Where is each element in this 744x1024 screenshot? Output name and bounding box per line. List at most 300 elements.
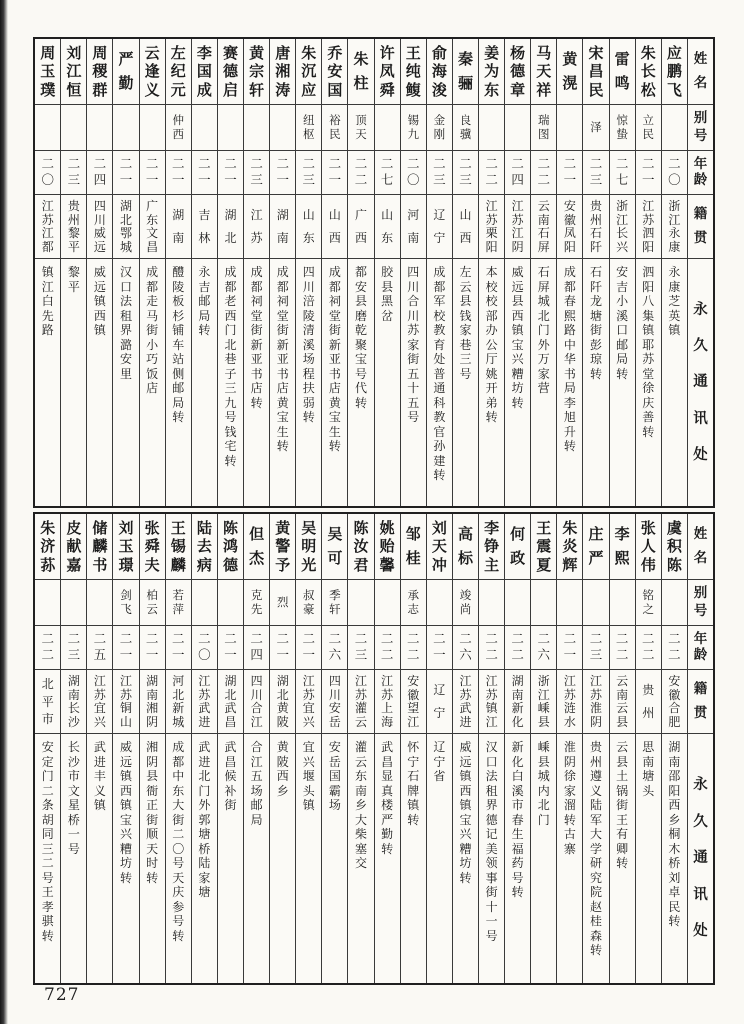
person-alias (61, 580, 86, 626)
person-native-place: 广 西 (348, 195, 373, 259)
person-name: 唐 湘 涛 (270, 39, 295, 105)
person-alias: 柏 云 (140, 580, 165, 626)
person-alias (479, 105, 504, 151)
person-alias: 若 萍 (166, 580, 191, 626)
person-native-place: 安 徽 望 江 (401, 670, 426, 734)
person-alias (140, 105, 165, 151)
person-name: 姜 为 东 (479, 39, 504, 105)
person-address: 成 都 军 校 教 育 处 普 通 科 教 官 孙 建 转 (433, 265, 446, 482)
person-age: 二 六 (453, 626, 478, 670)
person-native-place: 河 南 (401, 195, 426, 259)
person-age: 二 一 (218, 626, 243, 670)
person-native-place: 江 苏 栗 阳 (479, 195, 504, 259)
person-age: 二 二 (610, 626, 635, 670)
person-name: 李 国 成 (192, 39, 217, 105)
person-address: 本 校 校 部 办 公 厅 姚 开 弟 转 (485, 265, 498, 424)
person-age: 二 三 (583, 626, 608, 670)
person-alias (113, 105, 138, 151)
person-age: 二 二 (662, 626, 687, 670)
person-alias (375, 580, 400, 626)
person-address: 成 都 春 熙 路 中 华 书 局 李 旭 升 转 (563, 265, 576, 453)
person-name: 朱 长 松 (636, 39, 661, 105)
person-age: 二 一 (140, 626, 165, 670)
person-age: 二 一 (427, 626, 452, 670)
person-age: 二 三 (583, 151, 608, 195)
person-age: 二 一 (166, 626, 191, 670)
person-native-place: 江 苏 镇 江 (479, 670, 504, 734)
person-address: 灌 云 东 南 乡 大 柴 塞 交 (355, 740, 368, 870)
person-column (243, 514, 269, 983)
person-native-place: 贵 州 (636, 670, 661, 734)
person-address: 武 昌 候 补 街 (224, 740, 237, 812)
person-column (609, 39, 635, 506)
person-alias: 季 轩 (322, 580, 347, 626)
person-column (35, 514, 60, 983)
person-alias (218, 580, 243, 626)
person-native-place: 湖 南 (270, 195, 295, 259)
person-name: 庄 严 (583, 514, 608, 580)
person-alias: 瑞 图 (531, 105, 556, 151)
person-age: 二 〇 (35, 151, 60, 195)
person-native-place: 河 北 新 城 (166, 670, 191, 734)
person-alias: 锡 九 (401, 105, 426, 151)
person-age: 二 一 (296, 626, 321, 670)
person-name: 马 天 祥 (531, 39, 556, 105)
person-native-place: 湖 北 武 昌 (218, 670, 243, 734)
person-age: 二 三 (244, 151, 269, 195)
person-native-place: 湖 北 鄂 城 (113, 195, 138, 259)
person-alias: 良 骥 (453, 105, 478, 151)
header-age: 年 龄 (688, 151, 713, 195)
person-alias (218, 105, 243, 151)
person-age: 二 一 (140, 151, 165, 195)
person-alias: 烈 (270, 580, 295, 626)
person-native-place: 山 西 (453, 195, 478, 259)
person-alias (87, 580, 112, 626)
person-name: 张 舜 夫 (140, 514, 165, 580)
header-address: 永 久 通 讯 处 (693, 301, 708, 463)
person-age: 二 〇 (662, 151, 687, 195)
person-alias (35, 580, 60, 626)
person-native-place: 四 川 安 岳 (322, 670, 347, 734)
person-address: 黄 陂 西 乡 (276, 740, 289, 798)
person-native-place: 山 东 (296, 195, 321, 259)
person-address: 湖 南 邵 阳 西 乡 桐 木 桥 刘 卓 民 转 (668, 740, 681, 928)
person-alias: 叔 豪 (296, 580, 321, 626)
person-address: 安 岳 国 霸 场 (328, 740, 341, 812)
person-native-place: 四 川 合 江 (244, 670, 269, 734)
person-column (165, 514, 191, 983)
person-name: 俞 海 浚 (427, 39, 452, 105)
person-alias (479, 580, 504, 626)
person-age: 二 七 (610, 151, 635, 195)
person-alias (270, 105, 295, 151)
person-address: 左 云 县 钱 家 巷 三 号 (459, 265, 472, 381)
person-name: 王 锡 麟 (166, 514, 191, 580)
person-column (139, 514, 165, 983)
person-age: 二 一 (113, 151, 138, 195)
person-age: 二 二 (348, 151, 373, 195)
person-age: 二 二 (375, 626, 400, 670)
person-native-place: 江 苏 武 进 (453, 670, 478, 734)
person-alias: 剑 飞 (113, 580, 138, 626)
person-age: 二 三 (61, 151, 86, 195)
person-native-place: 云 南 云 县 (610, 670, 635, 734)
person-column (400, 39, 426, 506)
person-column (452, 514, 478, 983)
person-address: 威 远 县 西 镇 宝 兴 糟 坊 转 (511, 265, 524, 410)
person-name: 刘 天 冲 (427, 514, 452, 580)
person-alias (348, 580, 373, 626)
person-alias: 克 先 (244, 580, 269, 626)
person-age: 二 一 (270, 626, 295, 670)
person-age: 二 二 (531, 151, 556, 195)
person-address: 成 都 祠 堂 街 新 亚 书 店 黄 宝 生 转 (276, 265, 289, 453)
person-age: 二 二 (479, 626, 504, 670)
person-address: 安 吉 小 溪 口 邮 局 转 (616, 265, 629, 381)
person-age: 二 三 (296, 151, 321, 195)
person-age: 二 一 (322, 151, 347, 195)
person-column (112, 514, 138, 983)
header-alias: 别 号 (688, 105, 713, 151)
person-name: 许 凤 舜 (375, 39, 400, 105)
person-native-place: 安 徽 合 肥 (662, 670, 687, 734)
person-column (556, 39, 582, 506)
person-column (504, 514, 530, 983)
person-name: 吴 可 (322, 514, 347, 580)
person-address: 汉 口 法 租 界 德 记 美 领 事 街 十 一 号 (485, 740, 498, 943)
person-name: 朱 济 荪 (35, 514, 60, 580)
person-alias (557, 105, 582, 151)
person-alias (610, 580, 635, 626)
person-alias: 仲 西 (166, 105, 191, 151)
person-column (530, 514, 556, 983)
header-column (687, 514, 713, 983)
person-native-place: 湖 北 (218, 195, 243, 259)
person-column (191, 514, 217, 983)
person-column (86, 39, 112, 506)
page-number: 727 (44, 985, 80, 1005)
person-native-place: 湖 南 长 沙 (61, 670, 86, 734)
person-address: 武 进 北 门 外 郭 塘 桥 陆 家 塘 (198, 740, 211, 899)
person-column (374, 514, 400, 983)
person-column (452, 39, 478, 506)
person-age: 二 二 (636, 626, 661, 670)
person-name: 朱 柱 (348, 39, 373, 105)
person-native-place: 山 西 (322, 195, 347, 259)
header-name: 姓 名 (688, 514, 713, 580)
person-name: 陈 汝 君 (348, 514, 373, 580)
person-address: 镇 江 白 先 路 (41, 265, 54, 337)
person-name: 但 杰 (244, 514, 269, 580)
person-address: 成 都 祠 堂 街 新 亚 书 店 转 (250, 265, 263, 410)
person-name: 宋 昌 民 (583, 39, 608, 105)
person-native-place: 江 苏 (244, 195, 269, 259)
person-column (582, 39, 608, 506)
person-alias (61, 105, 86, 151)
person-native-place: 湖 北 黄 陂 (270, 670, 295, 734)
person-address: 威 远 镇 西 镇 宝 兴 糟 坊 转 (459, 740, 472, 885)
directory-table-bottom (33, 512, 715, 985)
person-column (269, 514, 295, 983)
person-native-place: 浙 江 长 兴 (610, 195, 635, 259)
person-native-place: 辽 宁 (427, 670, 452, 734)
person-address: 武 进 丰 义 镇 (93, 740, 106, 812)
person-age: 二 四 (87, 151, 112, 195)
person-name: 周 玉 璞 (35, 39, 60, 105)
person-age: 二 二 (35, 626, 60, 670)
person-name: 严 勤 (113, 39, 138, 105)
person-name: 何 政 (505, 514, 530, 580)
person-column (60, 514, 86, 983)
person-age: 二 五 (87, 626, 112, 670)
person-alias: 承 志 (401, 580, 426, 626)
person-native-place: 江 苏 宜 兴 (87, 670, 112, 734)
person-alias: 泽 (583, 105, 608, 151)
person-name: 应 鹏 飞 (662, 39, 687, 105)
person-name: 邹 桂 (401, 514, 426, 580)
person-name: 左 纪 元 (166, 39, 191, 105)
person-native-place: 江 苏 铜 山 (113, 670, 138, 734)
person-name: 姚 贻 馨 (375, 514, 400, 580)
person-address: 胶 县 黑 岔 (381, 265, 394, 323)
person-name: 朱 沉 应 (296, 39, 321, 105)
person-name: 高 标 (453, 514, 478, 580)
person-alias (557, 580, 582, 626)
person-native-place: 浙 江 嵊 县 (531, 670, 556, 734)
person-column (165, 39, 191, 506)
person-column (269, 39, 295, 506)
person-address: 成 都 老 西 门 北 巷 子 三 九 号 钱 宅 转 (224, 265, 237, 468)
person-alias (192, 580, 217, 626)
person-age: 二 〇 (192, 626, 217, 670)
person-name: 杨 德 章 (505, 39, 530, 105)
person-native-place: 吉 林 (192, 195, 217, 259)
person-native-place: 贵 州 石 阡 (583, 195, 608, 259)
person-column (635, 514, 661, 983)
person-column (112, 39, 138, 506)
person-native-place: 湖 南 (166, 195, 191, 259)
person-alias (244, 105, 269, 151)
person-address: 辽 宁 省 (433, 740, 446, 783)
person-address: 宜 兴 堰 头 镇 (302, 740, 315, 812)
person-address: 石 屏 城 北 门 外 万 家 营 (537, 265, 550, 395)
person-age: 二 四 (505, 151, 530, 195)
person-address: 湘 阴 县 衙 正 街 顺 天 时 转 (146, 740, 159, 885)
person-age: 二 一 (166, 151, 191, 195)
person-native-place: 湖 南 新 化 (505, 670, 530, 734)
person-native-place: 北 平 市 (35, 670, 60, 734)
person-age: 二 〇 (401, 151, 426, 195)
person-native-place: 浙 江 永 康 (662, 195, 687, 259)
header-native: 籍 贯 (688, 195, 713, 259)
header-column (687, 39, 713, 506)
person-column (635, 39, 661, 506)
person-age: 二 一 (192, 151, 217, 195)
person-address: 云 县 土 锅 街 王 有 卿 转 (616, 740, 629, 870)
person-name: 雷 鸣 (610, 39, 635, 105)
person-native-place: 四 川 威 远 (87, 195, 112, 259)
person-native-place: 江 苏 涟 水 (557, 670, 582, 734)
person-age: 二 六 (531, 626, 556, 670)
person-address: 都 安 县 磨 乾 聚 宝 号 代 转 (355, 265, 368, 410)
person-address: 思 南 塘 头 (642, 740, 655, 798)
person-native-place: 广 东 文 昌 (140, 195, 165, 259)
person-alias: 金 刚 (427, 105, 452, 151)
person-native-place: 江 苏 淮 阴 (583, 670, 608, 734)
person-name: 张 人 伟 (636, 514, 661, 580)
person-column (217, 39, 243, 506)
header-native: 籍 贯 (688, 670, 713, 734)
person-address: 嵊 县 城 内 北 门 (537, 740, 550, 827)
person-age: 二 一 (557, 626, 582, 670)
header-name: 姓 名 (688, 39, 713, 105)
person-name: 陆 去 病 (192, 514, 217, 580)
person-column (139, 39, 165, 506)
person-column (86, 514, 112, 983)
person-address: 汉 口 法 租 界 潞 安 里 (120, 265, 133, 381)
person-native-place: 江 苏 泗 阳 (636, 195, 661, 259)
person-age: 二 二 (505, 626, 530, 670)
person-alias (192, 105, 217, 151)
person-alias (662, 580, 687, 626)
person-address: 成 都 祠 堂 街 新 亚 书 店 黄 宝 生 转 (328, 265, 341, 453)
person-alias (505, 580, 530, 626)
person-name: 刘 玉 璟 (113, 514, 138, 580)
person-column (347, 514, 373, 983)
person-address: 永 康 芝 英 镇 (668, 265, 681, 337)
person-name: 云 逢 义 (140, 39, 165, 105)
person-address: 武 昌 显 真 楼 严 勤 转 (381, 740, 394, 856)
person-alias (531, 580, 556, 626)
person-column (35, 39, 60, 506)
person-alias: 铭 之 (636, 580, 661, 626)
person-column (426, 39, 452, 506)
person-name: 王 纯 鳆 (401, 39, 426, 105)
person-address: 永 吉 邮 局 转 (198, 265, 211, 337)
person-age: 二 三 (61, 626, 86, 670)
person-alias (505, 105, 530, 151)
person-address: 威 远 镇 西 镇 宝 兴 糟 坊 转 (120, 740, 133, 885)
person-column (295, 514, 321, 983)
person-column (426, 514, 452, 983)
person-address: 四 川 合 川 苏 家 街 五 十 五 号 (407, 265, 420, 424)
person-alias: 竣 尚 (453, 580, 478, 626)
directory-table-top (33, 37, 715, 508)
person-age: 二 七 (375, 151, 400, 195)
person-native-place: 江 苏 灌 云 (348, 670, 373, 734)
person-column (582, 514, 608, 983)
person-name: 黄 滉 (557, 39, 582, 105)
person-age: 二 一 (218, 151, 243, 195)
person-address: 四 川 涪 陵 清 溪 场 程 扶 弱 转 (302, 265, 315, 424)
person-age: 二 二 (479, 151, 504, 195)
person-native-place: 江 苏 宜 兴 (296, 670, 321, 734)
person-alias: 裕 民 (322, 105, 347, 151)
scan-gutter-shadow (0, 0, 8, 1024)
person-native-place: 山 东 (375, 195, 400, 259)
person-address: 威 远 镇 西 镇 (93, 265, 106, 337)
header-age: 年 龄 (688, 626, 713, 670)
person-column (609, 514, 635, 983)
person-name: 王 震 夏 (531, 514, 556, 580)
person-name: 吴 明 光 (296, 514, 321, 580)
person-column (217, 514, 243, 983)
person-alias (35, 105, 60, 151)
person-alias (87, 105, 112, 151)
person-column (347, 39, 373, 506)
person-name: 周 稷 群 (87, 39, 112, 105)
person-age: 二 二 (401, 626, 426, 670)
person-name: 李 铮 主 (479, 514, 504, 580)
person-age: 二 三 (453, 151, 478, 195)
person-name: 虞 积 陈 (662, 514, 687, 580)
person-age: 二 三 (427, 151, 452, 195)
person-column (661, 514, 687, 983)
person-alias (375, 105, 400, 151)
person-address: 成 都 走 马 街 小 巧 饭 店 (146, 265, 159, 395)
person-native-place: 云 南 石 屏 (531, 195, 556, 259)
person-column (504, 39, 530, 506)
person-native-place: 江 苏 江 都 (35, 195, 60, 259)
person-name: 乔 安 国 (322, 39, 347, 105)
person-column (374, 39, 400, 506)
person-column (321, 39, 347, 506)
person-native-place: 安 徽 凤 阳 (557, 195, 582, 259)
person-address: 安 定 门 二 条 胡 同 三 二 号 王 孝 骐 转 (41, 740, 54, 943)
person-address: 贵 州 遵 义 陆 军 大 学 研 究 院 赵 桂 森 转 (590, 740, 603, 957)
person-column (478, 39, 504, 506)
person-native-place: 江 苏 江 阴 (505, 195, 530, 259)
person-address: 泗 阳 八 集 镇 耶 苏 堂 徐 庆 善 转 (642, 265, 655, 439)
person-age: 二 一 (636, 151, 661, 195)
person-column (661, 39, 687, 506)
person-name: 黄 宗 轩 (244, 39, 269, 105)
header-address: 永 久 通 讯 处 (693, 777, 708, 940)
person-address: 成 都 中 东 大 街 二 〇 号 天 庆 参 号 转 (172, 740, 185, 943)
person-column (400, 514, 426, 983)
person-age: 二 一 (113, 626, 138, 670)
person-column (478, 514, 504, 983)
person-address: 新 化 白 溪 市 春 生 福 药 号 转 (511, 740, 524, 899)
person-alias (427, 580, 452, 626)
person-column (191, 39, 217, 506)
person-name: 陈 鸿 德 (218, 514, 243, 580)
person-age: 二 三 (348, 626, 373, 670)
person-column (321, 514, 347, 983)
person-name: 皮 献 嘉 (61, 514, 86, 580)
person-name: 储 麟 书 (87, 514, 112, 580)
person-column (530, 39, 556, 506)
person-name: 秦 骊 (453, 39, 478, 105)
person-name: 赛 德 启 (218, 39, 243, 105)
person-name: 朱 炎 辉 (557, 514, 582, 580)
person-address: 长 沙 市 文 星 桥 一 号 (67, 740, 80, 856)
person-address: 醴 陵 板 杉 铺 车 站 侧 邮 局 转 (172, 265, 185, 424)
header-alias: 别 号 (688, 580, 713, 626)
person-alias (583, 580, 608, 626)
person-name: 刘 江 恒 (61, 39, 86, 105)
person-column (243, 39, 269, 506)
person-age: 二 六 (322, 626, 347, 670)
person-alias (662, 105, 687, 151)
person-alias: 惊 蛰 (610, 105, 635, 151)
person-alias: 立 民 (636, 105, 661, 151)
person-column (556, 514, 582, 983)
person-age: 二 一 (557, 151, 582, 195)
person-age: 二 一 (270, 151, 295, 195)
person-native-place: 辽 宁 (427, 195, 452, 259)
